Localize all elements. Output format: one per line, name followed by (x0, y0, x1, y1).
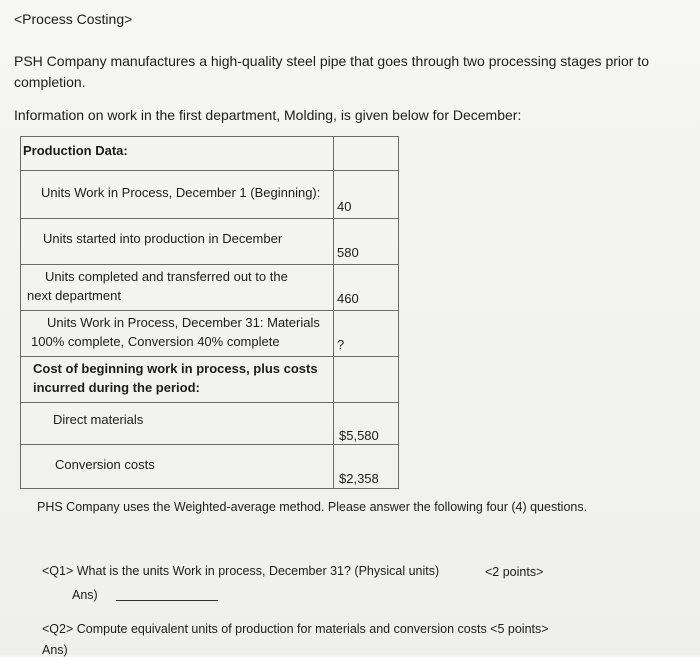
row-label: Conversion costs (55, 457, 155, 472)
table-row (21, 311, 399, 357)
row-label: Units Work in Process, December 1 (Beginning): (41, 185, 321, 200)
row-label: Units started into production in December (43, 231, 283, 246)
row-label: Direct materials (53, 412, 144, 427)
row-value: 460 (337, 291, 359, 306)
row-label-line-1: Units completed and transferred out to the (45, 269, 288, 284)
row-label-line-2: 100% complete, Conversion 40% complete (31, 334, 280, 349)
method-instruction: PHS Company uses the Weighted-average method. Please answer the following four (4) questions. (37, 500, 588, 514)
intro-paragraph (14, 51, 649, 93)
production-data-table (20, 136, 399, 489)
table-row (21, 171, 399, 219)
table-header-cell (21, 137, 334, 171)
row-label-line-2: incurred during the period: (33, 380, 200, 395)
doc-title: <Process Costing> (14, 11, 133, 27)
production-data-header: Production Data: (23, 143, 128, 158)
question-2: <Q2> Compute equivalent units of production for materials and conversion costs <5 points> (42, 622, 549, 636)
table-row (21, 265, 399, 311)
row-label-line-1: Cost of beginning work in process, plus costs (33, 361, 318, 376)
table-row (21, 137, 399, 171)
table-row (21, 219, 399, 265)
intro-line-1: PSH Company manufactures a high-quality steel pipe that goes through two processing stages prior to (14, 53, 650, 69)
question-2-answer-label: Ans) (42, 643, 68, 657)
info-sentence: Information on work in the first department, Molding, is given below for December: (14, 107, 522, 123)
row-label-line-2: next department (27, 288, 121, 303)
question-1-points: <2 points> (485, 565, 544, 579)
row-value: $5,580 (339, 428, 379, 443)
table-row (21, 403, 399, 445)
row-value: ? (337, 337, 345, 352)
row-value: $2,358 (339, 471, 379, 486)
row-value: 40 (337, 199, 352, 214)
table-row (21, 445, 399, 489)
answer-blank-line[interactable] (116, 600, 218, 601)
question-1: <Q1> What is the units Work in process, December 31? (Physical units) (42, 564, 440, 578)
table-row (21, 357, 399, 403)
intro-line-2: completion. (14, 74, 86, 90)
row-label-line-1: Units Work in Process, December 31: Materials (47, 315, 320, 330)
row-value: 580 (337, 245, 359, 260)
question-1-answer-label: Ans) (72, 588, 98, 602)
